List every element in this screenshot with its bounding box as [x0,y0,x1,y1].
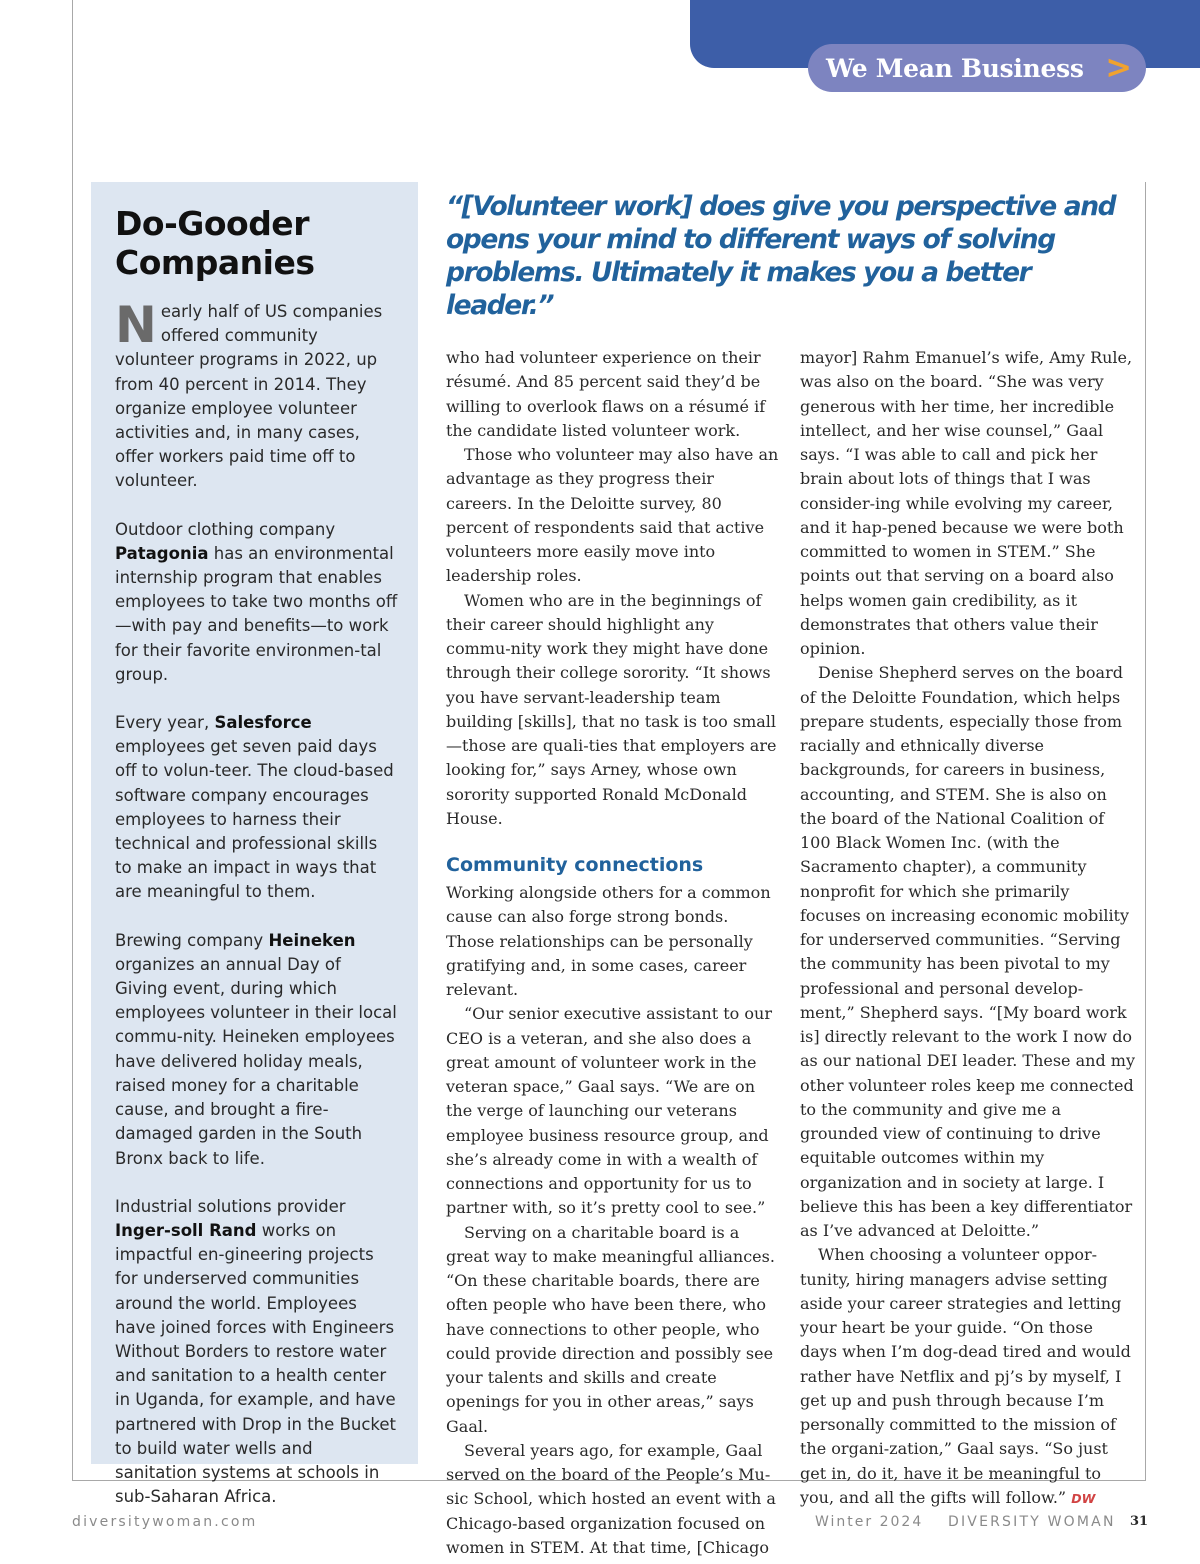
page-number: 31 [1130,1514,1149,1529]
company-name: Heineken [268,930,356,950]
sidebar-text: Every year, [115,713,215,733]
sidebar-paragraph-ingersoll-rand [115,1195,398,1510]
pull-quote: “[Volunteer work] does give you perspective and opens your mind to different ways of solving problems. Ultimately it makes you a better leader.” [446,191,1116,321]
company-name: Inger-soll Rand [115,1220,257,1240]
paragraph: Those who volunteer may also have an advantage as they progress their careers. In the Deloitte survey, 80 percent of respondents said that active volunteers more easily move into leadership roles. [446,445,779,586]
footer-website[interactable]: diversitywoman.com [72,1514,258,1530]
sidebar-paragraph-heineken [115,929,398,1171]
company-name: Patagonia [115,543,209,563]
page-frame-left-rule [72,0,73,1481]
sidebar-text: organizes an annual Day of Giving event, during which employees volunteer in their local commu-nity. Heineken employees have delivered holiday meals, raised money for a charitable cause, and brought a fire-damaged garden in the South Bronx back to life. [115,954,397,1168]
sidebar-text: Brewing company [115,930,269,950]
paragraph: Denise Shepherd serves on the board of the Deloitte Foundation, which helps prepare students, especially those from racially and ethnically diverse backgrounds, for careers in business, accounting, and STEM. She is also on the board of the National Coalition of 100 Black Women Inc. (with the Sacramento chapter), a community nonprofit for which she primarily focuses on increasing economic mobility for underserved communities. “Serving the community has been pivotal to my professional and personal develop-ment,” Shepherd says. “[My board work is] directly relevant to the work I now do as our national DEI leader. These and my other volunteer roles keep me connected to the community and give me a grounded view of continuing to drive equitable outcomes within my organization and in society at large. I believe this has been a key differentiator as I’ve advanced at Deloitte.” [800,663,1135,1240]
paragraph: Serving on a charitable board is a great way to make meaningful alliances. “On these charitable boards, there are often people who have been there, who have connections to other people, who could provide direction and possibly see your talents and skills and create openings for you in other areas,” says Gaal. [446,1222,775,1436]
chevron-right-icon: > [1105,48,1132,86]
page-frame-right-rule [1145,182,1146,1481]
sidebar-text: Outdoor clothing company [115,519,336,539]
end-signature: DW [1071,1490,1096,1506]
sidebar-title: Do-Gooder Companies [115,204,315,282]
footer-magazine-name: DIVERSITY WOMAN [948,1514,1116,1530]
subheading: Community connections [446,854,704,876]
paragraph: “Our senior executive assistant to our CEO is a veteran, and she also does a great amount of volunteer work in the veteran space,” Gaal says. “We are on the verge of launching our veterans employee business resource group, and she’s already come in with a wealth of connections and opportunity for us to partner with, so it’s pretty cool to see.” [446,1004,772,1218]
sidebar-intro-paragraph [115,296,398,494]
article-column-1 [446,346,781,1560]
sidebar-paragraph-patagonia [115,518,398,687]
sidebar-text: employees get seven paid days off to volun-teer. The cloud-based software company encourages employees to harness their technical and professional skills to make an impact in ways that are meaningful to them. [115,737,394,902]
paragraph: Several years ago, for example, Gaal served on the board of the People’s Mu-sic School, which hosted an event with a Chicago-based organization focused on women in STEM. At that time, [Chicago [446,1440,776,1557]
sidebar-intro-text: early half of US companies offered community volunteer programs in 2022, up from 40 percent in 2014. They organize employee volunteer activities and, in many cases, offer workers paid time off to volunteer. [115,302,383,491]
section-tab[interactable] [808,44,1146,92]
paragraph: Working alongside others for a common cause can also forge strong bonds. Those relationships can be personally gratifying and, in some cases, career relevant. [446,883,771,999]
sidebar-paragraph-salesforce [115,711,398,905]
paragraph-text: When choosing a volunteer oppor-tunity, hiring managers advise setting aside your career strategies and letting your heart be your guide. “On those days when I’m dog-dead tired and would rather have Netflix and pj’s by myself, I get up and push through because I’m personally committed to the mission of the organi-zation,” Gaal says. “So just get in, do it, have it be meaningful to you, and all the gifts will follow.” [800,1245,1131,1507]
sidebar-text: works on impactful en-gineering projects for underserved communities around the world. Employees have joined forces with Engineers Without Borders to restore water and sanitation to a health center in Uganda, for example, and have partnered with Drop in the Bucket to build water wells and sanitation systems at schools in sub-Saharan Africa. [115,1220,396,1507]
sidebar-text: has an environmental internship program that enables employees to take two months off—with pay and benefits—to work for their favorite environmen-tal group. [115,543,398,684]
section-title: We Mean Business [826,53,1084,83]
paragraph: Women who are in the beginnings of their career should highlight any commu-nity work they might have done through their college sorority. “It shows you have servant-leadership team building [skills], that no task is too small—those are quali-ties that employers are looking for,” says Arney, whose own sorority supported Ronald McDonald House. [446,590,777,828]
sidebar-box [91,182,418,1507]
paragraph: mayor] Rahm Emanuel’s wife, Amy Rule, was also on the board. “She was very generous with her time, her incredible intellect, and her wise counsel,” Gaal says. “I was able to call and pick her brain about lots of things that I was consider-ing while evolving my career, and it hap-pened because we were both committed to women in STEM.” She points out that serving on a board also helps women gain credibility, as it demonstrates that others value their opinion. [800,348,1133,658]
company-name: Salesforce [214,713,312,733]
article-column-2 [800,346,1135,1511]
paragraph: who had volunteer experience on their résumé. And 85 percent said they’d be willing to overlook flaws on a résumé if the candidate listed volunteer work. [446,348,766,440]
drop-cap: N [115,296,157,354]
sidebar-text: Industrial solutions provider [115,1196,346,1216]
paragraph-final [800,1243,1135,1511]
footer-issue: Winter 2024 [815,1514,924,1530]
